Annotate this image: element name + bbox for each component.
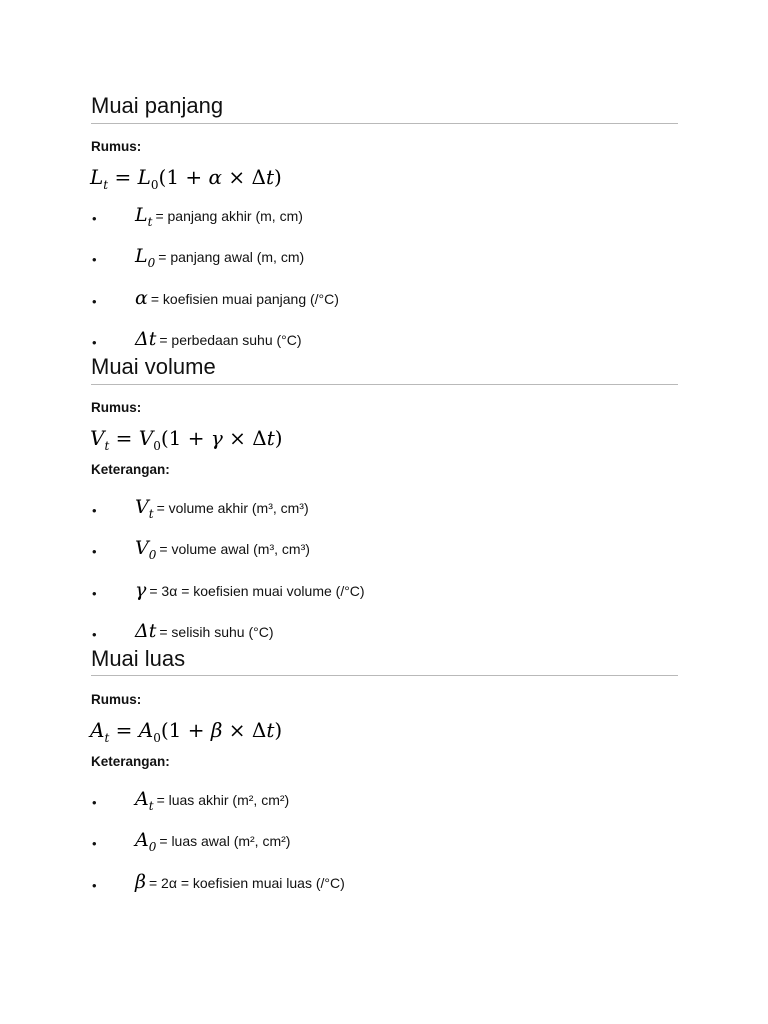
formula-muai-luas: $A_t = A_0(1 + \beta \times \Delta t)$ — [90, 718, 283, 745]
symbol-description: = luas awal (m², cm²) — [159, 833, 291, 849]
symbol: $V_t$ — [135, 496, 154, 521]
heading-divider — [91, 123, 678, 124]
bullet-icon — [92, 794, 97, 812]
symbol-description: = koefisien muai panjang (/°C) — [150, 291, 339, 307]
list-item — [135, 830, 290, 857]
heading-muai-panjang: Muai panjang — [91, 93, 224, 118]
bullet-icon — [92, 251, 97, 269]
symbol: Δt — [135, 620, 157, 642]
symbol: $L_0$ — [135, 245, 156, 270]
list-item — [135, 288, 339, 309]
list-item — [135, 205, 303, 232]
heading-divider — [91, 675, 678, 676]
symbol-description: = volume awal (m³, cm³) — [159, 541, 310, 557]
rumus-label: Rumus: — [91, 692, 142, 707]
heading-divider — [91, 384, 678, 385]
symbol-description: = luas akhir (m², cm²) — [156, 792, 290, 808]
rumus-label: Rumus: — [91, 139, 142, 154]
heading-muai-luas: Muai luas — [91, 646, 186, 671]
heading-muai-volume: Muai volume — [91, 354, 216, 379]
bullet-icon — [92, 626, 97, 644]
symbol-description: = selisih suhu (°C) — [159, 624, 274, 640]
symbol-description: = panjang akhir (m, cm) — [155, 208, 303, 224]
symbol: $V_0$ — [135, 537, 157, 562]
symbol-description: = 3α = koefisien muai volume (/°C) — [149, 583, 365, 599]
bullet-icon — [92, 835, 97, 853]
rumus-label: Rumus: — [91, 400, 142, 415]
list-item — [135, 621, 274, 642]
list-item — [135, 580, 365, 601]
symbol: γ — [135, 579, 147, 601]
symbol-description: = 2α = koefisien muai luas (/°C) — [148, 875, 345, 891]
symbol: $L_t$ — [135, 204, 153, 229]
symbol: Δt — [135, 328, 157, 350]
symbol: β — [135, 871, 146, 893]
bullet-icon — [92, 585, 97, 603]
symbol: $A_0$ — [135, 829, 157, 854]
symbol-description: = perbedaan suhu (°C) — [159, 332, 302, 348]
bullet-icon — [92, 293, 97, 311]
list-item — [135, 329, 302, 350]
list-item — [135, 497, 309, 524]
bullet-icon — [92, 543, 97, 561]
keterangan-label: Keterangan: — [91, 462, 170, 477]
symbol: α — [135, 287, 148, 309]
list-item — [135, 872, 345, 893]
list-item — [135, 538, 310, 565]
formula-muai-volume: $V_t = V_0(1 + \gamma \times \Delta t)$ — [90, 426, 283, 453]
symbol-description: = volume akhir (m³, cm³) — [156, 500, 309, 516]
formula-muai-panjang: $L_t = L_0(1 + \alpha \times \Delta t)$ — [90, 165, 282, 192]
list-item — [135, 789, 289, 816]
bullet-icon — [92, 502, 97, 520]
symbol: $A_t$ — [135, 788, 154, 813]
bullet-icon — [92, 334, 97, 352]
bullet-icon — [92, 877, 97, 895]
symbol-description: = panjang awal (m, cm) — [158, 249, 305, 265]
list-item — [135, 246, 304, 273]
keterangan-label: Keterangan: — [91, 754, 170, 769]
bullet-icon — [92, 210, 97, 228]
